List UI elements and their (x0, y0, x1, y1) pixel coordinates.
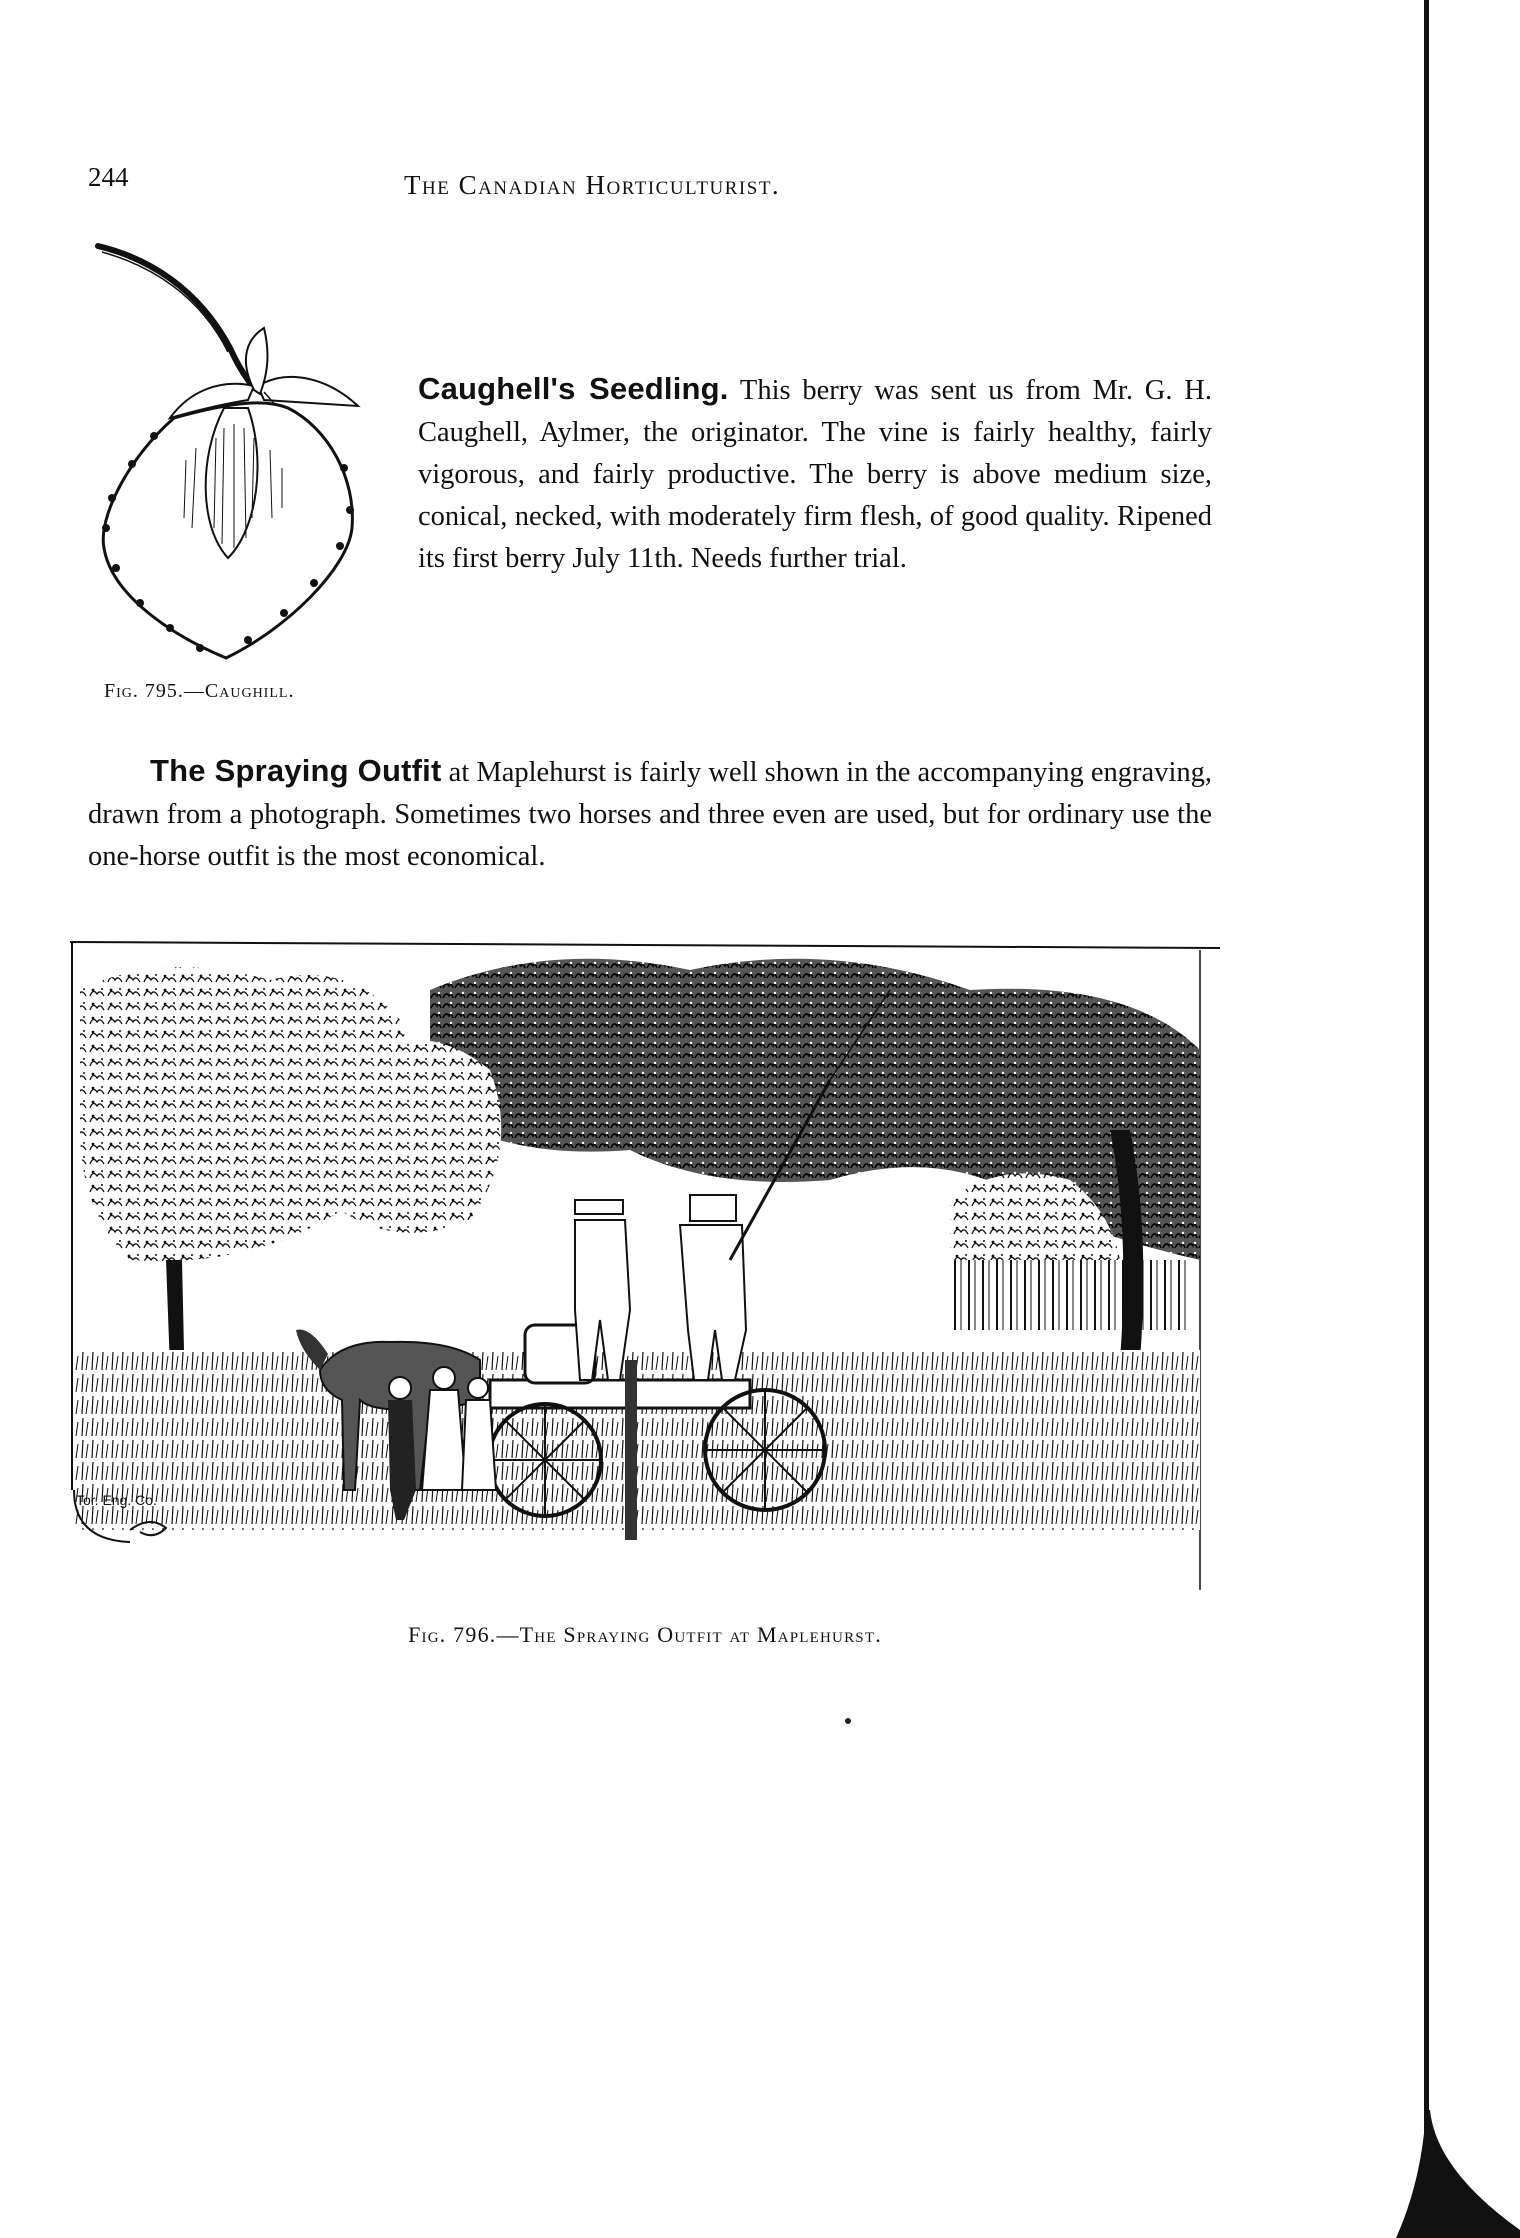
seedling-text: This berry was sent us from Mr. G. H. Caughell, Aylmer, the originator. The vine is fairly healthy, fairly vigorous, and fairly productive. The berry is above medium size, conical, necked, with moderately firm flesh, of good quality. Ripened its first berry July 11th. Needs further trial. (418, 375, 1212, 574)
page-number: 244 (88, 162, 129, 192)
figure-796-caption: Fig. 796.—The Spraying Outfit at Maplehurst. (408, 1622, 882, 1647)
spraying-heading: The Spraying Outfit (150, 753, 442, 788)
engraver-mark: Tor. Eng. Co. (76, 1492, 157, 1508)
seedling-paragraph (418, 368, 1212, 580)
running-head: The Canadian Horticulturist. (404, 170, 781, 200)
figure-795-caption: Fig. 795.—Caughill. (104, 680, 295, 702)
spraying-text: at Maplehurst is fairly well shown in the accompanying engraving, drawn from a photograph. Sometimes two horses and three even are used, but for ordinary use the one-horse outfit is the most economical. (88, 757, 1212, 872)
spraying-paragraph (88, 750, 1212, 878)
strawberry-illustration (88, 228, 408, 678)
spraying-outfit-engraving (70, 930, 1220, 1610)
seedling-heading: Caughell's Seedling. (418, 371, 729, 406)
page-edge-curl (1396, 2110, 1520, 2238)
ink-speck (845, 1718, 851, 1724)
page-edge-line (1424, 0, 1429, 2238)
